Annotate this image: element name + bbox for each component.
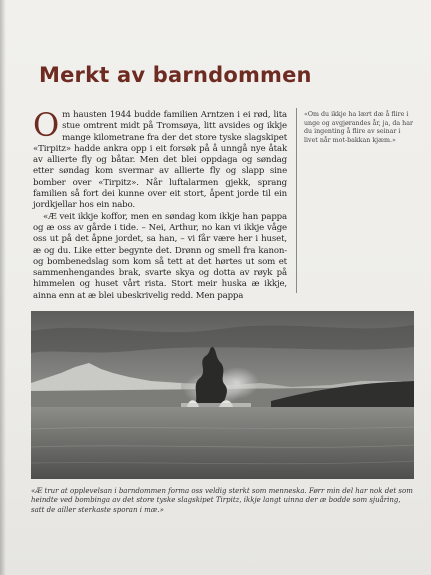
chapter-title: Merkt av barndommen <box>39 63 312 87</box>
body-text-column <box>33 106 287 302</box>
drop-cap: O <box>33 106 60 144</box>
paragraph-1-text: m hausten 1944 budde familien Arntzen i ei rød, lita stue omtrent midt på Tromsøya, litt avsides og ikkje mange kilometrane fra der det store tyske slagskipet «Tirpitz» hadde ankra opp i eit forsøk på å unngå nye åtak av allierte fly og båtar. Men det blei oppdaga og søndag etter søndag kom svermar av allierte fly og slapp sine bomber over «Tirpitz». Når luftalarmen gjekk, sprang familien så fort dei kunne over eit stort, åpent jorde til ein jordkjellar hos ein nabo. <box>33 110 287 211</box>
paragraph-2: «Æ veit ikkje koffor, men en søndag kom ikkje han pappa og æ oss av gårde i tide. – Nei, Arthur, no kan vi ikkje våge oss ut på det åpne jordet, sa han, – vi får være her i huset, æ og du. Like etter begynte det. Drønn og smell fra kanon- og bombenedslag som kom så tett at det hørtes ut som et sammenhengandes brak, svarte skya og dotta av røyk på himmelen og huset vårt rista. Stort meir huska æ ikkje, ainna enn at æ blei ubeskrivelig redd. Men pappa <box>33 211 287 301</box>
sidebar-divider <box>296 108 297 293</box>
photo-illustration <box>31 311 414 479</box>
photo-caption: «Æ trur at opplevelsan i barndommen forma oss veldig sterkt som menneska. Førr min del har nok det som heindte ved bombinga av det store tyske slagskipet Tirpitz, ikkje langt uinna der æ bodde som sjuåring, satt de ailler sterkaste sporan i mæ.» <box>31 487 413 514</box>
paragraph-1 <box>33 106 287 212</box>
photo-bombing-tirpitz <box>31 311 414 479</box>
page-gutter-shadow <box>0 0 6 575</box>
sidebar-quote: «Om du ikkje ha lært dæ å flire i unge og avgjørandes år, ja, da har du ingenting å flire av seinar i livet når mot-bakkan kjæm.» <box>304 111 413 144</box>
